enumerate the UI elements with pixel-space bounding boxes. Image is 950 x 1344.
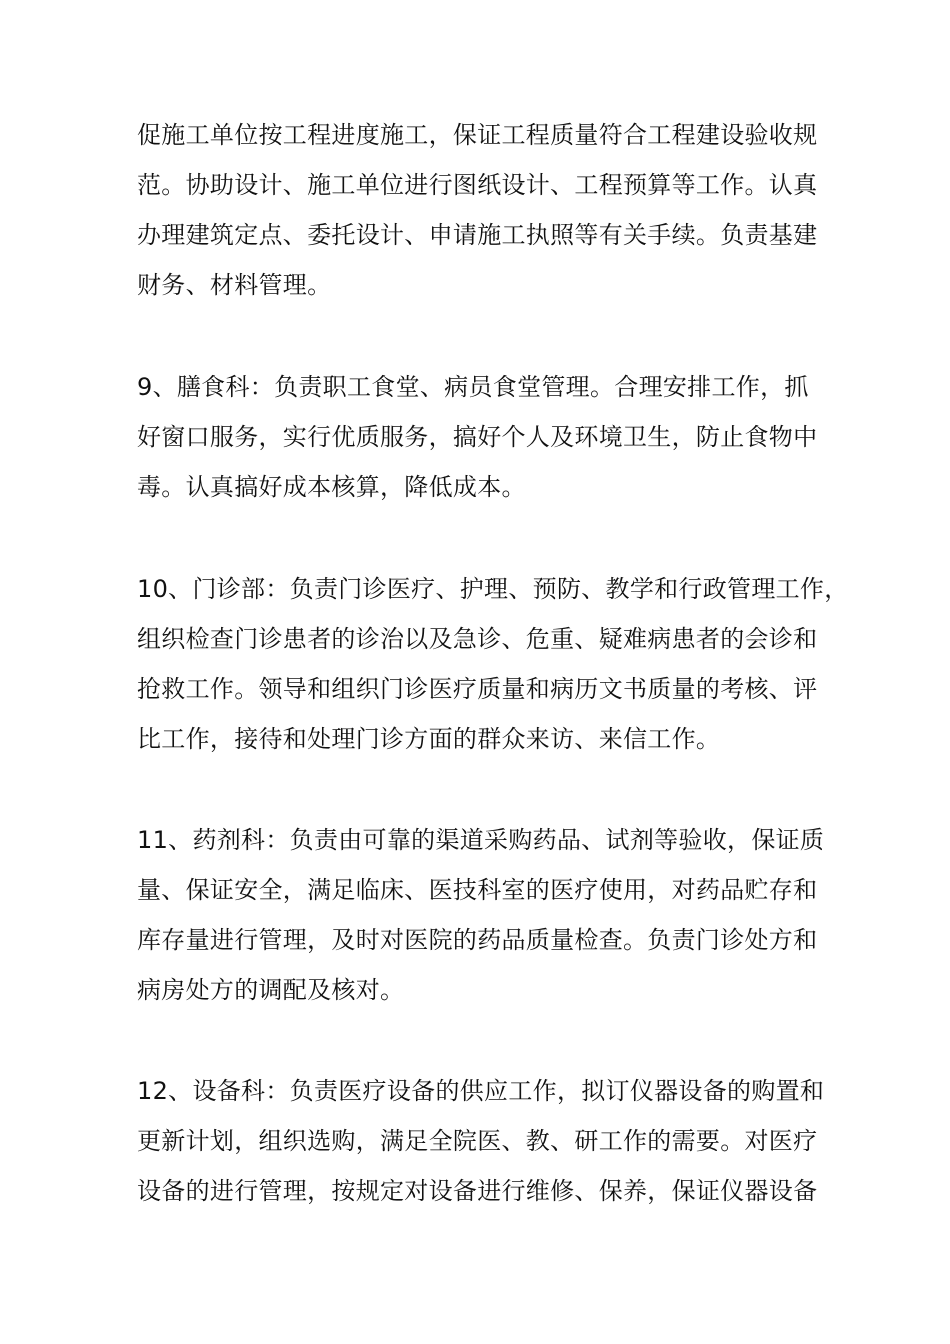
- text-line: 12、设备科：负责医疗设备的供应工作，拟订仪器设备的购置和: [137, 1077, 825, 1105]
- text-line: 10、门诊部：负责门诊医疗、护理、预防、教学和行政管理工作，: [137, 575, 849, 603]
- text-line: 更新计划，组织选购，满足全院医、教、研工作的需要。对医疗: [137, 1127, 818, 1155]
- text-line: 11、药剂科：负责由可靠的渠道采购药品、试剂等验收，保证质: [137, 826, 825, 854]
- text-line: 毒。认真搞好成本核算，降低成本。: [137, 473, 526, 501]
- paragraph-catering-department: [137, 362, 837, 512]
- text-line: 财务、材料管理。: [137, 271, 332, 299]
- paragraph-construction-duties: [137, 110, 837, 310]
- paragraph-equipment-department: [137, 1066, 837, 1216]
- text-line: 抢救工作。领导和组织门诊医疗质量和病历文书质量的考核、评: [137, 675, 818, 703]
- text-line: 好窗口服务，实行优质服务，搞好个人及环境卫生，防止食物中: [137, 423, 818, 451]
- text-line: 范。协助设计、施工单位进行图纸设计、工程预算等工作。认真: [137, 171, 818, 199]
- text-line: 量、保证安全，满足临床、医技科室的医疗使用，对药品贮存和: [137, 876, 818, 904]
- text-line: 促施工单位按工程进度施工，保证工程质量符合工程建设验收规: [137, 121, 818, 149]
- paragraph-outpatient-department: [137, 564, 849, 764]
- text-line: 比工作，接待和处理门诊方面的群众来访、来信工作。: [137, 725, 721, 753]
- text-line: 办理建筑定点、委托设计、申请施工执照等有关手续。负责基建: [137, 221, 818, 249]
- text-line: 设备的进行管理，按规定对设备进行维修、保养，保证仪器设备: [137, 1177, 818, 1205]
- text-line: 库存量进行管理，及时对医院的药品质量检查。负责门诊处方和: [137, 926, 818, 954]
- text-line: 组织检查门诊患者的诊治以及急诊、危重、疑难病患者的会诊和: [137, 625, 818, 653]
- paragraph-pharmacy-department: [137, 815, 837, 1015]
- text-line: 9、膳食科：负责职工食堂、病员食堂管理。合理安排工作，抓: [137, 373, 809, 401]
- text-line: 病房处方的调配及核对。: [137, 976, 405, 1004]
